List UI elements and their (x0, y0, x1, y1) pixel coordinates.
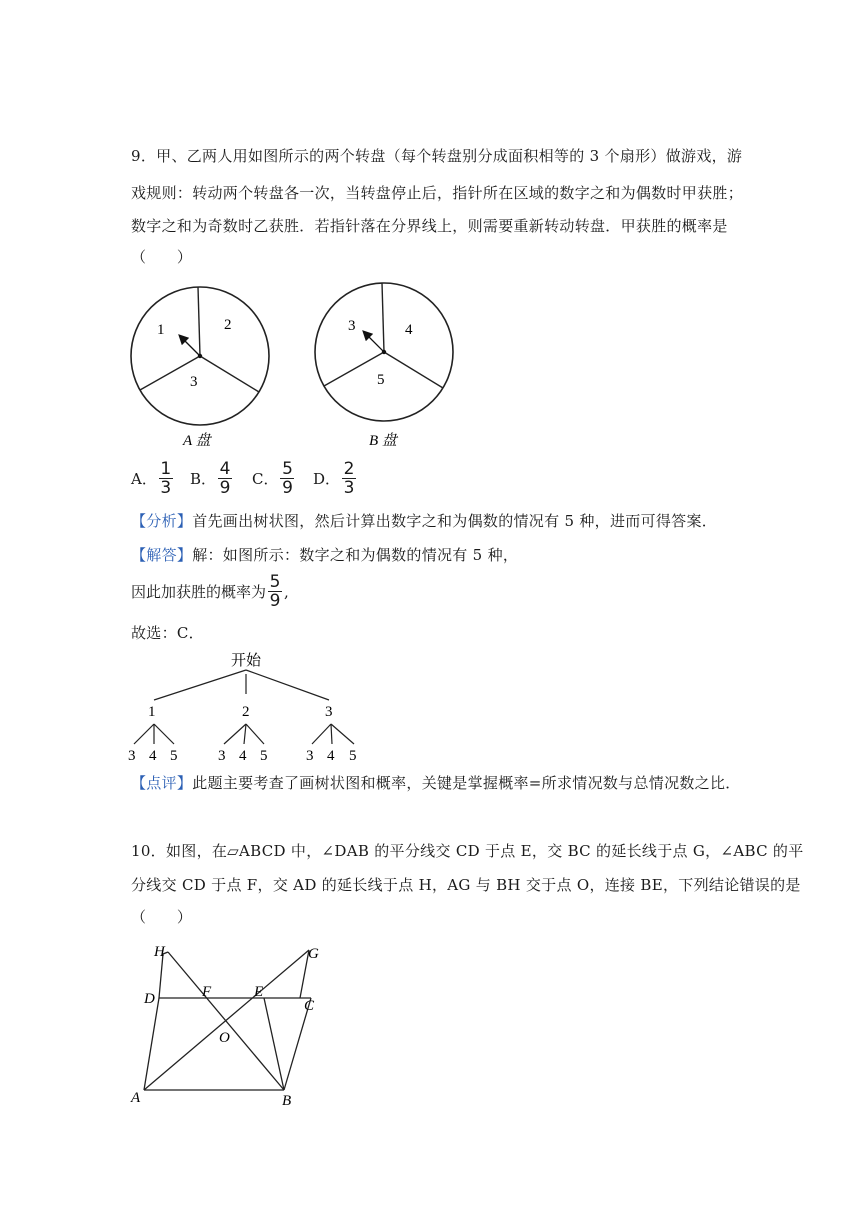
point-a-label: A (131, 1090, 141, 1106)
spinner-a (131, 287, 269, 449)
solution-text: 解：如图所示：数字之和为偶数的情况有 5 种， (192, 546, 519, 564)
spinner-a-caption: A 盘 (183, 433, 211, 449)
q10-line-2: 分线交 CD 于点 F，交 AD 的延长线于点 H，AG 与 BH 交于点 O，连接 BE，下列结论错误的是 (131, 876, 801, 894)
point-f-label: F (202, 984, 212, 1000)
spinner-b-label: 3 (348, 318, 356, 334)
point-g-label: G (308, 946, 319, 962)
comment-text: 此题主要考查了画树状图和概率，关键是掌握概率=所求情况数与总情况数之比． (192, 774, 741, 792)
option-letter: C． (252, 470, 279, 488)
spinner-b (315, 283, 453, 449)
spinner-b-caption: B 盘 (369, 433, 397, 449)
tree-node: 3 (325, 704, 333, 720)
option-a[interactable] (131, 460, 175, 497)
comment-tag: 【点评】 (131, 774, 193, 792)
probability-text: 因此加获胜的概率为 (131, 583, 267, 601)
option-letter: B． (190, 470, 217, 488)
tree-root: 开始 (231, 653, 262, 669)
probability-fraction: $\frac{5}{9}$ (269, 572, 281, 611)
tree-leaf: 3 (218, 748, 226, 764)
option-b[interactable] (190, 460, 234, 497)
spinner-a-label: 2 (224, 317, 232, 333)
tree-leaf: 4 (149, 748, 157, 764)
q9-line-2: 戏规则：转动两个转盘各一次，当转盘停止后，指针所在区域的数字之和为偶数时甲获胜； (131, 184, 744, 202)
option-fraction: $\frac{5}{9}$ (282, 459, 293, 498)
option-letter: D． (313, 470, 341, 488)
tree-node: 1 (148, 704, 156, 720)
tree-leaf: 4 (239, 748, 247, 764)
tree-leaf: 5 (349, 748, 357, 764)
q9-line-1: 9．甲、乙两人用如图所示的两个转盘（每个转盘别分成面积相等的 3 个扇形）做游戏，游 (131, 147, 743, 165)
tree-leaf: 4 (327, 748, 335, 764)
q9-line-3: 数字之和为奇数时乙获胜．若指针落在分界线上，则需要重新转动转盘．甲获胜的概率是 (131, 217, 728, 235)
tree-leaf: 3 (128, 748, 136, 764)
point-c-label: C (304, 998, 315, 1014)
tree-leaf: 5 (260, 748, 268, 764)
q10-answer-paren: （ ） (131, 908, 193, 926)
choice-line: 故选：C． (131, 624, 204, 642)
option-letter: A． (131, 470, 157, 488)
option-d[interactable] (313, 460, 358, 497)
option-fraction: $\frac{4}{9}$ (219, 459, 231, 498)
spinner-a-label: 3 (190, 374, 198, 390)
point-h-label: H (154, 944, 165, 960)
q9-answer-paren: （ ） (131, 248, 193, 266)
analysis-tag: 【分析】 (131, 512, 193, 530)
point-d-label: D (144, 991, 155, 1007)
comment-line (131, 773, 741, 793)
parallelogram-figure (126, 938, 331, 1110)
option-c[interactable] (252, 460, 296, 497)
point-b-label: B (282, 1093, 292, 1109)
spinner-a-pointer-icon (180, 336, 200, 356)
spinner-a-label: 1 (157, 322, 165, 338)
spinners-figure (126, 282, 456, 452)
solution-line (131, 545, 518, 565)
spinner-b-label: 4 (405, 322, 413, 338)
tree-diagram (126, 648, 376, 766)
point-e-label: E (254, 984, 264, 1000)
probability-line: 因此加获胜的概率为 $\frac{5}{9}$ , (131, 572, 289, 611)
option-fraction: $\frac{2}{3}$ (343, 459, 355, 498)
q10-line-1: 10．如图，在▱ABCD 中，∠DAB 的平分线交 CD 于点 E，交 BC 的延长线于点 G，∠ABC 的平 (131, 842, 804, 860)
analysis-line (131, 511, 717, 531)
tree-node: 2 (242, 704, 250, 720)
tree-leaf: 5 (170, 748, 178, 764)
tree-leaf: 3 (306, 748, 314, 764)
analysis-text: 首先画出树状图，然后计算出数字之和为偶数的情况有 5 种，进而可得答案． (192, 512, 718, 530)
option-fraction: $\frac{1}{3}$ (160, 459, 172, 498)
spinner-b-label: 5 (377, 372, 385, 388)
point-o-label: O (219, 1030, 230, 1046)
spinner-b-pointer-icon (364, 332, 384, 352)
solution-tag: 【解答】 (131, 546, 193, 564)
